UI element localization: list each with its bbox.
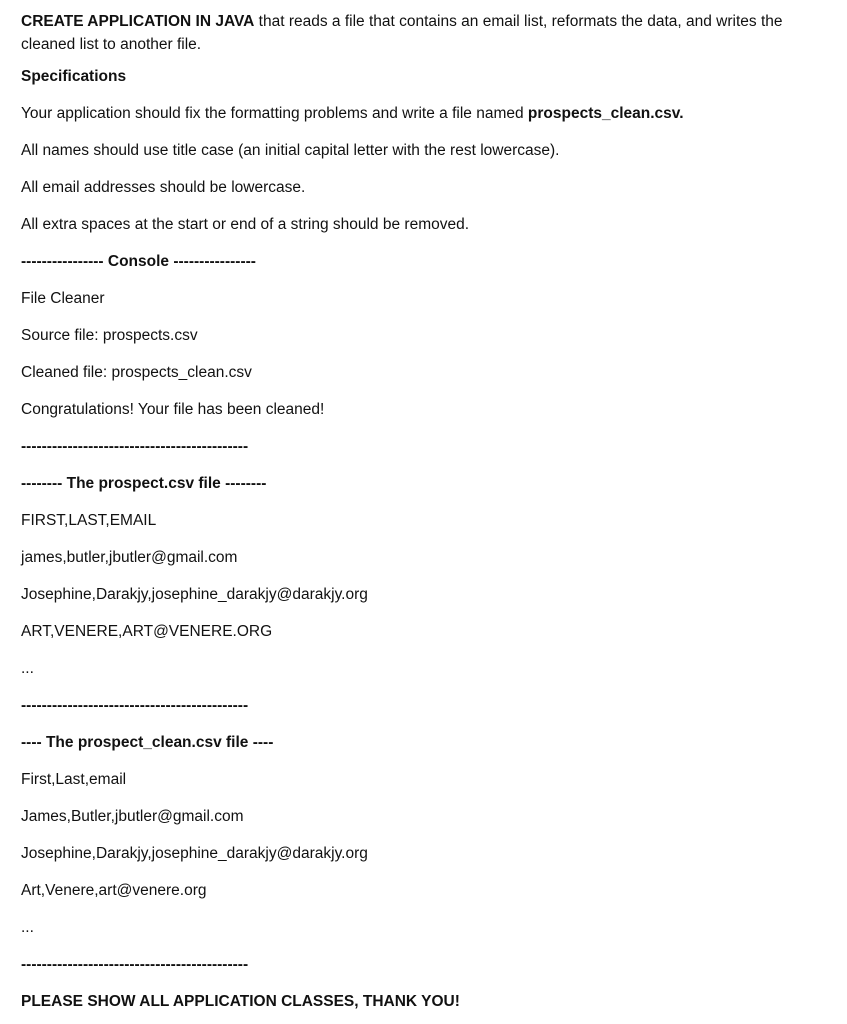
- clean-file-header: ---- The prospect_clean.csv file ----: [21, 734, 274, 751]
- intro-bold-lead: CREATE APPLICATION IN JAVA: [21, 13, 255, 30]
- spec-line-2: All names should use title case (an initial capital letter with the rest lowercase).: [21, 142, 560, 159]
- clean-file-ellipsis: ...: [21, 919, 34, 936]
- spec-line-4: All extra spaces at the start or end of a string should be removed.: [21, 216, 470, 233]
- prospect-file-line: ART,VENERE,ART@VENERE.ORG: [21, 623, 273, 640]
- prospect-file-header: -------- The prospect.csv file --------: [21, 475, 267, 492]
- prospect-file-footer: --------------------------------------------: [21, 697, 249, 714]
- intro-paragraph: [21, 0, 827, 56]
- prospect-file-line: FIRST,LAST,EMAIL: [21, 512, 157, 529]
- console-line: Cleaned file: prospects_clean.csv: [21, 364, 252, 381]
- prospect-file-ellipsis: ...: [21, 660, 34, 677]
- spec-line-1: Your application should fix the formatting problems and write a file named prospects_clean.csv.: [21, 105, 684, 122]
- clean-file-footer: --------------------------------------------: [21, 956, 249, 973]
- clean-filename: prospects_clean.csv.: [527, 105, 684, 122]
- console-footer: --------------------------------------------: [21, 438, 249, 455]
- intro-text: that reads a file that contains an email list, reformats the data, and writes the cleaned list to another file.: [21, 13, 783, 53]
- console-header: ---------------- Console ----------------: [21, 253, 256, 270]
- console-line: File Cleaner: [21, 290, 105, 307]
- console-line: Congratulations! Your file has been cleaned!: [21, 401, 325, 418]
- console-line: Source file: prospects.csv: [21, 327, 198, 344]
- prospect-file-line: james,butler,jbutler@gmail.com: [21, 549, 238, 566]
- specifications-heading: Specifications: [21, 68, 127, 85]
- clean-file-line: Josephine,Darakjy,josephine_darakjy@darakjy.org: [21, 845, 368, 862]
- prospect-file-line: Josephine,Darakjy,josephine_darakjy@darakjy.org: [21, 586, 368, 603]
- clean-file-line: James,Butler,jbutler@gmail.com: [21, 808, 244, 825]
- clean-file-line: Art,Venere,art@venere.org: [21, 882, 207, 899]
- clean-file-line: First,Last,email: [21, 771, 127, 788]
- closing-request: PLEASE SHOW ALL APPLICATION CLASSES, THANK YOU!: [21, 993, 460, 1010]
- spec-line-3: All email addresses should be lowercase.: [21, 179, 306, 196]
